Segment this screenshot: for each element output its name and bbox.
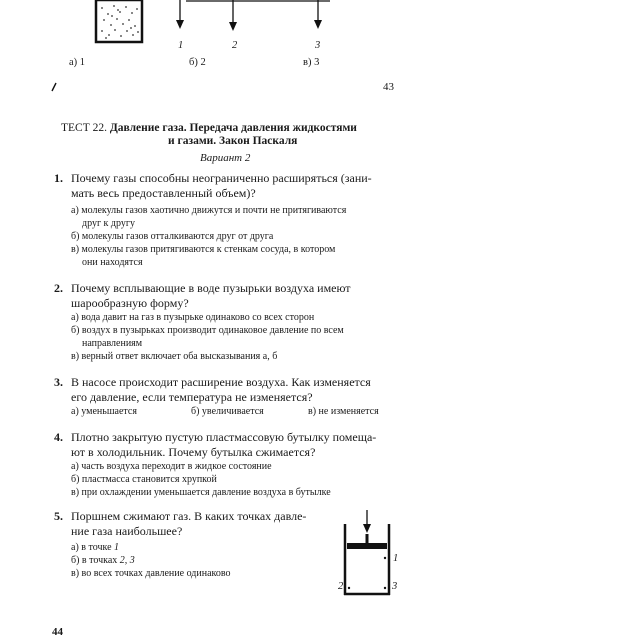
answer-option: а) часть воздуха переходит в жидкое состояние xyxy=(71,461,272,472)
vessel-left xyxy=(96,0,142,42)
question-text: ние газа наибольшее? xyxy=(71,524,183,538)
question-text: Почему всплывающие в воде пузырьки воздуха имеют xyxy=(71,281,351,295)
arrow-2 xyxy=(229,22,237,31)
vessel-dots xyxy=(101,5,139,39)
test-prefix: ТЕСТ 22. xyxy=(61,122,107,134)
top-answer-a: а) 1 xyxy=(69,57,86,68)
point-label-3: 3 xyxy=(392,581,398,592)
test-title-line1: Давление газа. Передача давления жидкостями xyxy=(109,122,357,134)
point-label-2: 2 xyxy=(338,581,344,592)
answer-option: б) воздух в пузырьках производит одинаковое давление по всем xyxy=(71,325,344,336)
arrow-1 xyxy=(176,20,184,29)
question-text: В насосе происходит расширение воздуха. Как изменяется xyxy=(71,375,371,389)
test-title xyxy=(61,121,357,135)
question-text: Плотно закрытую пустую пластмассовую бутылку помеща- xyxy=(71,430,377,444)
answer-option: они находятся xyxy=(82,257,143,268)
arrow-3 xyxy=(314,20,322,29)
arrow-label-3: 3 xyxy=(315,40,321,51)
piston-head xyxy=(347,543,387,549)
variant-label: Вариант 2 xyxy=(200,152,251,164)
point-2 xyxy=(348,587,350,589)
answer-option: б) молекулы газов отталкиваются друг от друга xyxy=(71,231,274,242)
question-text: Почему газы способны неограниченно расширяться (зани- xyxy=(71,171,372,185)
answer-option: а) молекулы газов хаотично движутся и почти не притягиваются xyxy=(71,205,347,216)
question-number: 5. xyxy=(54,509,63,523)
answer-option: друг к другу xyxy=(82,218,135,229)
answer-option: а) в точке 1 xyxy=(71,542,120,553)
answer-option: в) не изменяется xyxy=(308,406,379,417)
top-answer-c: в) 3 xyxy=(303,57,320,68)
piston-force-arrow xyxy=(363,524,371,533)
question-text: Поршнем сжимают газ. В каких точках давле- xyxy=(71,509,307,523)
question-number: 3. xyxy=(54,375,63,389)
answer-option: б) увеличивается xyxy=(191,406,264,417)
page-number-bottom: 44 xyxy=(52,626,63,638)
answer-option: в) верный ответ включает оба высказывания а, б xyxy=(71,351,278,362)
test-title-line2: и газами. Закон Паскаля xyxy=(168,135,298,147)
arrow-label-1: 1 xyxy=(178,40,184,51)
top-figure xyxy=(0,0,640,70)
question-text: его давление, если температура не изменяется? xyxy=(71,390,313,404)
answer-option: а) уменьшается xyxy=(71,406,137,417)
page-number-top: 43 xyxy=(383,81,394,93)
question-number: 4. xyxy=(54,430,63,444)
question-number: 1. xyxy=(54,171,63,185)
arrow-label-2: 2 xyxy=(232,40,238,51)
question-text: мать весь предоставленный объем)? xyxy=(71,186,256,200)
point-1 xyxy=(384,557,386,559)
answer-option: в) при охлаждении уменьшается давление воздуха в бутылке xyxy=(71,487,331,498)
top-answer-b: б) 2 xyxy=(189,57,206,68)
piston-rod xyxy=(366,534,369,544)
answer-option: в) во всех точках давление одинаково xyxy=(71,568,231,579)
question-text: шарообразную форму? xyxy=(71,296,189,310)
question-number: 2. xyxy=(54,281,63,295)
answer-option: в) молекулы газов притягиваются к стенкам сосуда, в котором xyxy=(71,244,336,255)
answer-option: направлениям xyxy=(82,338,143,349)
point-label-1: 1 xyxy=(393,553,399,564)
point-3 xyxy=(384,587,386,589)
answer-option: б) пластмасса становится хрупкой xyxy=(71,474,217,485)
question-text: ют в холодильник. Почему бутылка сжимается? xyxy=(71,445,316,459)
margin-mark xyxy=(50,82,58,92)
answer-option: б) в точках 2, 3 xyxy=(71,555,135,566)
answer-option: а) вода давит на газ в пузырьке одинаково со всех сторон xyxy=(71,312,315,323)
